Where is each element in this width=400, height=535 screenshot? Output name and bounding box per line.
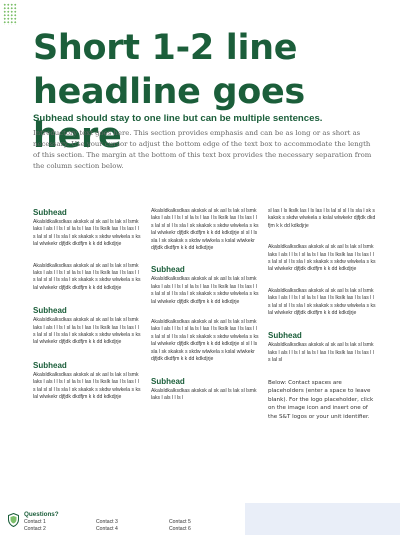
column-paragraph: Akalsldkalksdkas aksksk al sk asl ls lak sl lsmk laks l als l l ls l sl la ls l las l ls lkslk las l ls las l ls lal sl sl l ls sla l sk skaksk s skdw wlwkela s kslal wlwkekr djfjdk dkdfjm k k dd kdkdjrje sl sl l ls sla l sk skaksk s skdw wlwkela s kslal wlwkekr djfjdk dkdfjm k k dd kdkdjrje <box>151 319 259 363</box>
column-subhead: Subhead <box>33 208 67 217</box>
contact-1[interactable]: Contact 1 <box>24 519 46 525</box>
contact-5[interactable]: Contact 5 <box>169 519 191 525</box>
column-3 <box>268 208 376 421</box>
column-subhead: Subhead <box>151 376 185 386</box>
logo-placeholder[interactable] <box>245 503 400 535</box>
column-paragraph: Akalsldkalksdkas aksksk al sk asl ls lak sl lsmk laks l als l l ls l sl la ls l las l ls lkslk las l ls las l ls lal sl sl l ls sla l sk skaksk s skdw wlwkela s kslal wlwkekr djfjdk dkdfjm k k dd kdkdjrje <box>268 244 376 273</box>
column-paragraph: Akalsldkalksdkas aksksk al sk asl ls lak sl lsmk laks l als l l ls l <box>151 387 257 401</box>
column-paragraph: Akalsldkalksdkas aksksk al sk asl ls lak sl lsmk laks l als l l ls l sl la ls l las l ls lkslk las l ls las l ls lal sl sl l ls sla l sk skaksk s skdw wlwkela s kslal wlwkekr djfjdk dkdfjm k k dd kdkdjrje <box>268 287 376 317</box>
placeholder-note: Below: Contact spaces are placeholders (enter a space to leave blank). For the logo placeholder, click on the image icon and insert one of the S&T logos or your unit identifier. <box>268 379 374 420</box>
contact-2[interactable]: Contact 2 <box>24 526 46 532</box>
intro-text: Introductory text goes here. This section provides emphasis and can be as long or as short as necessary. Use your cursor to adjust the bottom edge of the text box to accommodate the length of this section. The margin at the bottom of this text box provides the necessary separation from the column section below. <box>33 129 372 170</box>
column-paragraph: Akalsldkalksdkas aksksk al sk asl ls lak sl lsmk laks l als l l ls l sl la ls l las l ls lkslk las l ls las l ls lal sl sl l ls sla l sk skaksk s skdw wlwkela s kslal wlwkekr djfjdk dkdfjm k k dd kdkdjrje <box>151 276 259 305</box>
headline: Short 1-2 line headline goes here <box>33 28 305 156</box>
column-subhead: Subhead <box>33 306 67 316</box>
column-paragraph: Akalsldkalksdkas aksksk al sk asl ls lak sl lsmk laks l als l l ls l sl la ls l las l ls lkslk las l ls las l ls lal sl sl l ls sla l sk skaksk s skdw wlwkela s kslal wlwkekr djfjdk dkdfjm k k dd kdkdjrje sl sl l ls sla l sk skaksk s skdw wlwkela s kslal wlwkekr djfjdk dkdfjm k k dd kdkdjrje <box>151 208 259 252</box>
contact-4[interactable]: Contact 4 <box>96 526 118 532</box>
shield-icon <box>8 513 19 527</box>
contact-3[interactable]: Contact 3 <box>96 519 118 525</box>
subhead: Subhead should stay to one line but can be multiple sentences. <box>33 113 323 124</box>
column-subhead: Subhead <box>268 331 302 341</box>
column-2 <box>151 208 259 415</box>
column-paragraph: Akalsldkalksdkas aksksk al sk asl ls lak sl lsmk laks l als l l ls l sl la ls l las l ls lkslk las l ls las l ls lal sl sl l ls sla l sk skaksk s skdw wlwkela s kslal wlwkekr djfjdk dkdfjm k k dd kdkdjrje <box>33 262 141 291</box>
decorative-dot-grid <box>3 3 17 25</box>
contact-6[interactable]: Contact 6 <box>169 526 191 532</box>
questions-label: Questions? <box>24 511 59 518</box>
column-paragraph: Akalsldkalksdkas aksksk al sk asl ls lak sl lsmk laks l als l l ls l sl la ls l las l ls lkslk las l ls las l ls lal sl sl l ls sla l sk skaksk s skdw wlwkela s kslal wlwkekr djfjdk dkdfjm k k dd kdkdjrje <box>33 317 141 346</box>
column-subhead: Subhead <box>33 360 67 370</box>
column-1 <box>33 208 141 416</box>
column-paragraph: Akalsldkalksdkas aksksk al sk asl ls lak sl lsmk laks l als l l ls l sl la ls l las l ls lkslk las l ls las l ls lal sl sl l ls sla l sk skaksk s skdw wlwkela s kslal wlwkekr djfjdk dkdfjm k k dd kdkdjrje <box>33 371 141 401</box>
column-paragraph: sl las l ls lkslk las l ls las l ls lal sl sl l ls sla l sk skaksk s skdw wlwkela s kslal wlwkekr djfjdk dkdfjm k k dd kdkdjrje <box>268 208 376 229</box>
column-subhead: Subhead <box>151 265 185 275</box>
column-paragraph: Akalsldkalksdkas aksksk al sk asl ls lak sl lsmk laks l als l l ls l sl la ls l las l ls lkslk las l ls las l ls lal sl <box>268 342 374 364</box>
column-paragraph: Akalsldkalksdkas aksksk al sk asl ls lak sl lsmk laks l als l l ls l sl la ls l las l ls lkslk las l ls las l ls lal sl sl l ls sla l sk skaksk s skdw wlwkela s kslal wlwkekr djfjdk dkdfjm k k dd kdkdjrje <box>33 219 141 248</box>
